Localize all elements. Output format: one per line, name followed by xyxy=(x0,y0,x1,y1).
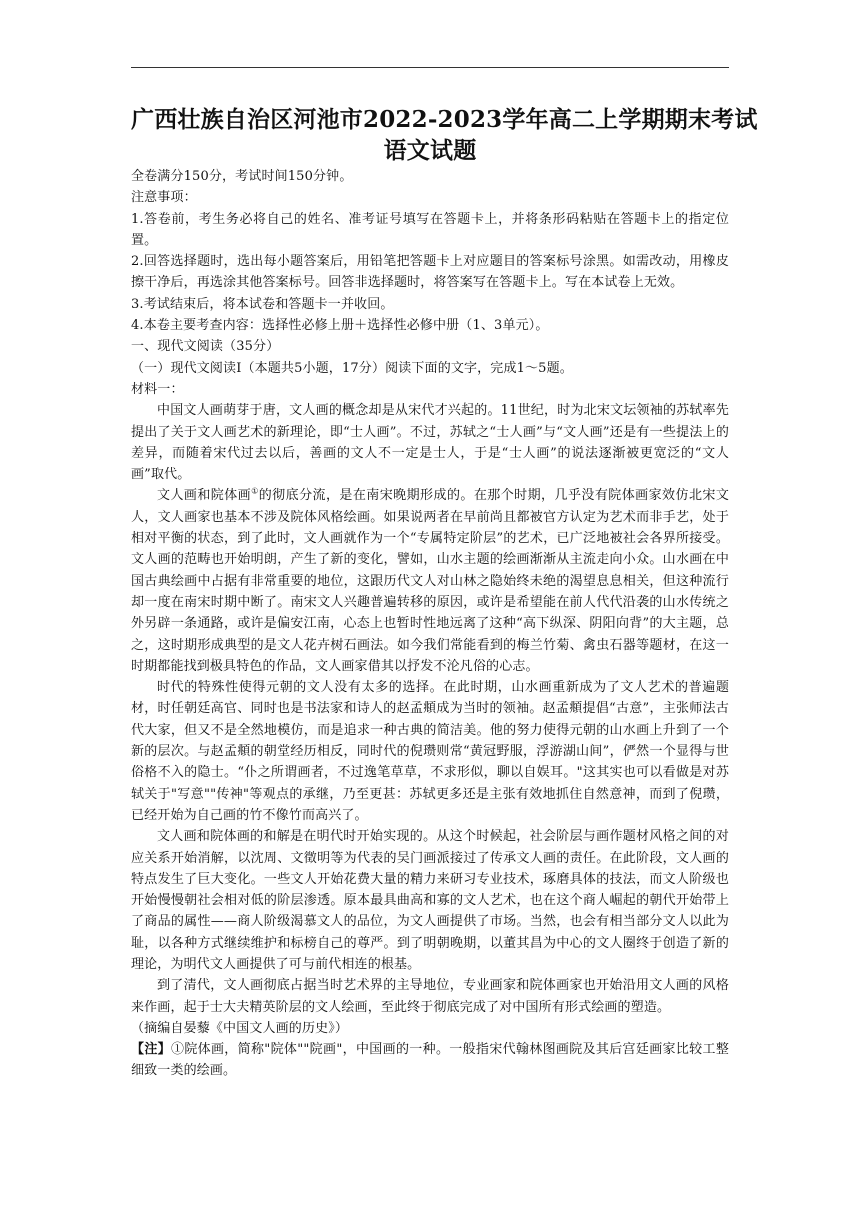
footnote-label: 【注】 xyxy=(131,1042,171,1058)
footnote-marker: ① xyxy=(251,487,259,497)
exam-content xyxy=(131,166,729,1082)
source-citation: （摘编自晏藜《中国文人画的历史》） xyxy=(131,1020,349,1036)
exam-page xyxy=(131,104,758,1082)
paragraph-5: 到了清代，文人画彻底占据当时艺术界的主导地位，专业画家和院体画家也开始沿用文人画的风格来作画，起于士大夫精英阶层的文人绘画，至此终于彻底完成了对中国所有形式绘画的塑造。 xyxy=(131,978,729,1015)
paragraph-2-rest: 的彻底分流，是在南宋晚期形成的。在那个时期，几乎没有院体画家效仿北宋文人，文人画家也基本不涉及院体风格绘画。如果说两者在早前尚且都被官方认定为艺术而非手艺，处于相对平衡的状态，到了此时，文人画就作为一个“专属特定阶层”的艺术，已广泛地被社会各界所接受。文人画的范畴也开始明朗，产生了新的变化，譬如，山水主题的绘画渐渐从主流走向小众。山水画在中国古典绘画中占据有非常重要的地位，这跟历代文人对山林之隐始终未绝的渴望息息相关，但这种流行却一度在南宋时期中断了。南宋文人兴趣普遍转移的原因，或许是希望能在前人代代沿袭的山水传统之外另辟一条通路，或许是偏安江南，心态上也暂时性地远离了这种“高下纵深、阴阳向背”的大主题，总之，这时期形成典型的是文人花卉树石画法。如今我们常能看到的梅兰竹菊、禽虫石器等题材，在这一时期都能找到极具特色的作品，文人画家借其以抒发不沦凡俗的心志。 xyxy=(131,488,729,674)
exam-meta: 全卷满分150分，考试时间150分钟。 xyxy=(131,169,353,184)
notice-item: 4.本卷主要考查内容：选择性必修上册＋选择性必修中册（1、3单元）。 xyxy=(131,318,549,334)
paragraph-1: 中国文人画萌芽于唐，文人画的概念却是从宋代才兴起的。11世纪，时为北宋文坛领袖的苏轼率先提出了关于文人画艺术的新理论，即“士人画”。不过，苏轼之“士人画”与“文人画”还是有一些提法上的差异，而随着宋代过去以后，善画的文人不一定是士人，于是“士人画”的说法逐渐被更宽泛的“文人画”取代。 xyxy=(131,403,729,483)
footnote-text: ①院体画，简称"院体""院画"，中国画的一种。一般指宋代翰林图画院及其后宫廷画家比较工整细致一类的绘画。 xyxy=(131,1042,729,1079)
notice-item: 1.答卷前，考生务必将自己的姓名、准考证号填写在答题卡上，并将条形码粘贴在答题卡上的指定位置。 xyxy=(131,211,729,248)
notice-heading: 注意事项： xyxy=(131,190,197,206)
notice-item: 3.考试结束后，将本试卷和答题卡一并收回。 xyxy=(131,296,394,312)
exam-title-line1: 广西壮族自治区河池市2022-2023学年高二上学期期末考试 xyxy=(131,106,758,133)
material-label: 材料一： xyxy=(131,381,184,397)
footnote xyxy=(131,1039,729,1082)
exam-title-line2: 语文试题 xyxy=(383,137,477,164)
paragraph-3: 时代的特殊性使得元朝的文人没有太多的选择。在此时期，山水画重新成为了文人艺术的普遍题材，时任朝廷高官、同时也是书法家和诗人的赵孟頫成为当时的领袖。赵孟頫提倡“古意”，主张师法古代大家，但又不是全然地模仿，而是追求一种古典的简洁美。他的努力使得元朝的山水画上升到了一个新的层次。与赵孟頫的朝堂经历相反，同时代的倪瓒则常“黄冠野服，浮游湖山间”，俨然一个显得与世俗格不入的隐士。“仆之所谓画者，不过逸笔草草，不求形似，聊以自娱耳。"这其实也可以看做是对苏轼关于"写意""传神"等观点的承继，乃至更甚：苏轼更多还是主张有效地抓住自然意神，而到了倪瓒，已经开始为自己画的竹不像竹而高兴了。 xyxy=(131,680,729,823)
section-heading: 一、现代文阅读（35分） xyxy=(131,339,280,355)
paragraph-4: 文人画和院体画的和解是在明代时开始实现的。从这个时候起，社会阶层与画作题材风格之间的对应关系开始消解，以沈周、文徵明等为代表的吴门画派接过了传承文人画的责任。在此阶段，文人画的特点发生了巨大变化。一些文人开始花费大量的精力来研习专业技术，琢磨具体的技法，而文人阶级也开始慢慢朝社会相对低的阶层渗透。原本最具曲高和寡的文人艺术，也在这个商人崛起的朝代开始带上了商品的属性——商人阶级渴慕文人的品位，为文人画提供了市场。当然，也会有相当部分文人以此为耻，以各种方式继续维护和标榜自己的尊严。到了明朝晚期，以董其昌为中心的文人圈终于创造了新的理论，为明代文人画提供了可与前代相连的根基。 xyxy=(131,829,729,972)
subsection-heading: （一）现代文阅读Ⅰ（本题共5小题，17分）阅读下面的文字，完成1～5题。 xyxy=(131,360,573,376)
notice-item: 2.回答选择题时，选出每小题答案后，用铅笔把答题卡上对应题目的答案标号涂黑。如需改动，用橡皮擦干净后，再选涂其他答案标号。回答非选择题时，将答案写在答题卡上。写在本试卷上无效。 xyxy=(131,254,729,291)
paragraph-2 xyxy=(131,485,729,677)
header-rule xyxy=(131,67,729,68)
paragraph-2-start: 文人画和院体画 xyxy=(157,488,252,504)
